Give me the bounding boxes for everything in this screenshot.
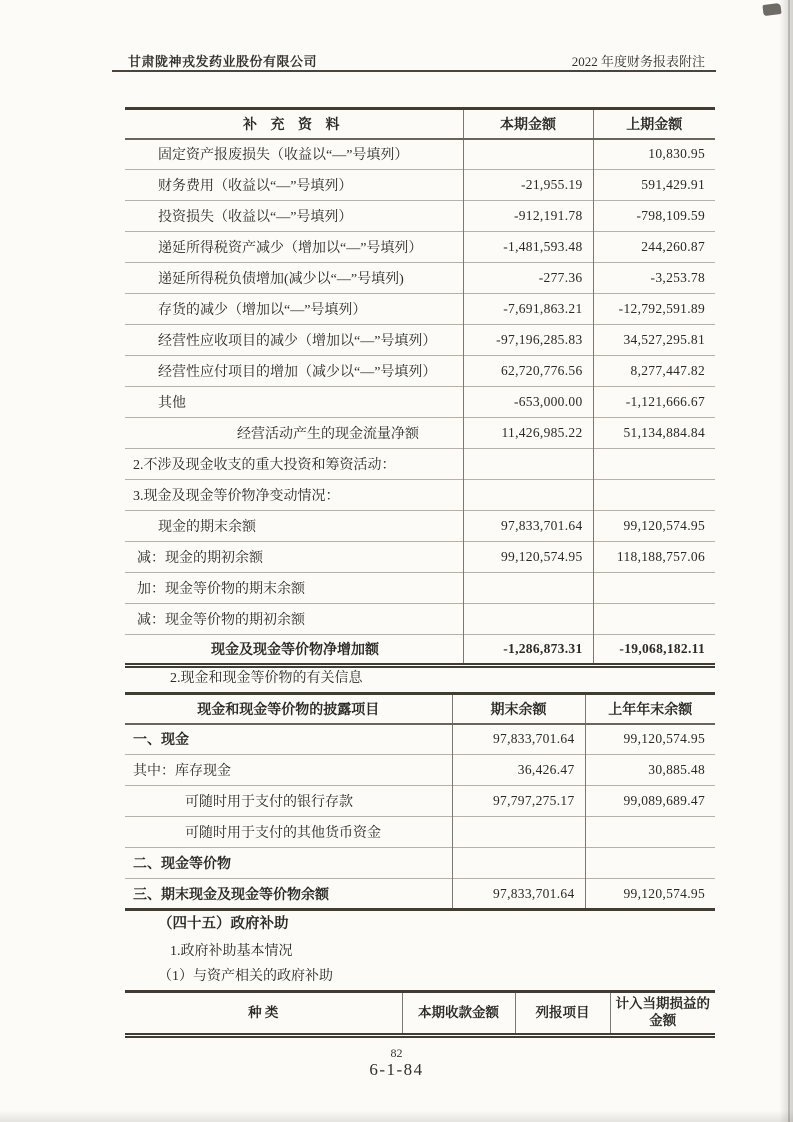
header-rule	[112, 70, 716, 72]
table-row	[125, 480, 715, 511]
current-amount-cell: 62,720,776.56	[463, 356, 593, 387]
ending-balance-cell	[452, 848, 585, 879]
table-row	[125, 879, 715, 910]
page-number: 82	[390, 1046, 403, 1060]
column-header-disclosure-item: 现金和现金等价物的披露项目	[125, 694, 452, 724]
row-label: 经营活动产生的现金流量净额	[125, 418, 463, 449]
column-header-prior-amount: 上期金额	[593, 109, 715, 139]
note-cash-equivalents-info: 2.现金和现金等价物的有关信息	[170, 671, 363, 686]
table-row	[125, 325, 715, 356]
prior-year-balance-cell	[585, 848, 715, 879]
prior-amount-cell	[593, 604, 715, 635]
current-amount-cell	[463, 480, 593, 511]
prior-amount-cell	[593, 480, 715, 511]
current-amount-cell: 97,833,701.64	[463, 511, 593, 542]
table-row	[125, 542, 715, 573]
government-grants-table	[125, 990, 715, 1038]
table-row	[125, 418, 715, 449]
column-header-amount-received: 本期收款金额	[402, 992, 515, 1036]
prior-amount-cell: 10,830.95	[593, 139, 715, 170]
row-label: 减：现金的期初余额	[125, 542, 463, 573]
prior-amount-cell: -3,253.78	[593, 263, 715, 294]
company-name: 甘肃陇神戎发药业股份有限公司	[128, 54, 318, 69]
column-header-grant-type: 种 类	[125, 992, 402, 1036]
prior-amount-cell: -12,792,591.89	[593, 294, 715, 325]
row-label: 一、现金	[133, 733, 189, 749]
table-row	[125, 511, 715, 542]
current-amount-cell: -653,000.00	[463, 387, 593, 418]
row-label: 可随时用于支付的其他货币资金	[125, 817, 452, 848]
table-row	[125, 755, 715, 786]
table-row	[125, 817, 715, 848]
prior-amount-cell: -798,109.59	[593, 201, 715, 232]
table-row	[125, 604, 715, 635]
ending-balance-cell: 97,833,701.64	[452, 724, 585, 755]
prior-amount-cell: 118,188,757.06	[593, 542, 715, 573]
ending-balance-cell: 36,426.47	[452, 755, 585, 786]
current-amount-cell: -7,691,863.21	[463, 294, 593, 325]
row-label: 加：现金等价物的期末余额	[125, 573, 463, 604]
doc-title: 2022 年度财务报表附注	[571, 54, 705, 69]
table-row	[125, 263, 715, 294]
prior-amount-cell: 244,260.87	[593, 232, 715, 263]
table-row	[125, 573, 715, 604]
row-label: 二、现金等价物	[125, 848, 452, 879]
prior-year-balance-cell: 99,120,574.95	[585, 724, 715, 755]
section-45-1-basic-info: 1.政府补助基本情况	[170, 944, 293, 959]
column-header-amount-in-profit-loss: 计入当期损益的金额	[610, 992, 715, 1036]
prior-amount-cell: 51,134,884.84	[593, 418, 715, 449]
scan-artifact-corner	[762, 3, 781, 16]
row-label: 递延所得税资产减少（增加以“—”号填列）	[125, 232, 463, 263]
table-header-row	[125, 694, 715, 724]
prior-amount-cell: 8,277,447.82	[593, 356, 715, 387]
table-row	[125, 356, 715, 387]
column-header-supplementary: 补 充 资 料	[125, 109, 463, 139]
row-label: 经营性应收项目的减少（增加以“—”号填列）	[125, 325, 463, 356]
prior-amount-cell: 99,120,574.95	[593, 511, 715, 542]
document-code: 6-1-84	[369, 1060, 424, 1079]
row-label: 可随时用于支付的银行存款	[125, 786, 452, 817]
ending-balance-cell	[452, 817, 585, 848]
row-label: 其他	[125, 387, 463, 418]
table-row	[125, 201, 715, 232]
column-header-ending-balance: 期末余额	[452, 694, 585, 724]
current-amount-cell	[463, 604, 593, 635]
prior-amount-cell: 591,429.91	[593, 170, 715, 201]
section-45-government-grants: （四十五）政府补助	[158, 916, 289, 932]
column-header-current-amount: 本期金额	[463, 109, 593, 139]
table-row	[125, 635, 715, 666]
current-amount-cell: -1,481,593.48	[463, 232, 593, 263]
row-label: 减：现金等价物的期初余额	[125, 604, 463, 635]
table-row	[125, 232, 715, 263]
table-header-row	[125, 992, 715, 1036]
scan-edge-line	[788, 0, 790, 1122]
scan-edge-right	[779, 0, 793, 1122]
row-label: 现金的期末余额	[125, 511, 463, 542]
row-label: 财务费用（收益以“—”号填列）	[125, 170, 463, 201]
current-amount-cell	[463, 573, 593, 604]
row-label: 存货的减少（增加以“—”号填列）	[125, 294, 463, 325]
current-amount-cell: -277.36	[463, 263, 593, 294]
prior-year-balance-cell	[585, 817, 715, 848]
cash-flow-supplementary-table	[125, 107, 715, 668]
current-amount-cell: -1,286,873.31	[463, 635, 593, 666]
prior-amount-cell: -19,068,182.11	[593, 635, 715, 666]
row-label: 递延所得税负债增加(减少以“—”号填列)	[125, 263, 463, 294]
prior-amount-cell	[593, 449, 715, 480]
table-row	[125, 139, 715, 170]
current-amount-cell: -912,191.78	[463, 201, 593, 232]
table-row	[125, 848, 715, 879]
prior-amount-cell	[593, 573, 715, 604]
table-row	[125, 170, 715, 201]
table-header-row	[125, 109, 715, 139]
prior-amount-cell: -1,121,666.67	[593, 387, 715, 418]
row-label: 经营性应付项目的增加（减少以“—”号填列）	[125, 356, 463, 387]
ending-balance-cell: 97,797,275.17	[452, 786, 585, 817]
current-amount-cell: -97,196,285.83	[463, 325, 593, 356]
ending-balance-cell: 97,833,701.64	[452, 879, 585, 910]
table-row	[125, 449, 715, 480]
prior-year-balance-cell: 30,885.48	[585, 755, 715, 786]
table-row	[125, 387, 715, 418]
scan-edge-bottom	[0, 1110, 793, 1122]
section-45-1-1-asset-related-grants: （1）与资产相关的政府补助	[158, 969, 333, 984]
column-header-prior-year-balance: 上年年末余额	[585, 694, 715, 724]
row-label: 投资损失（收益以“—”号填列）	[125, 201, 463, 232]
row-label: 固定资产报废损失（收益以“—”号填列）	[158, 148, 409, 164]
table-row	[125, 724, 715, 755]
page-header	[128, 51, 705, 70]
row-label: 三、期末现金及现金等价物余额	[125, 879, 452, 910]
row-label: 2.不涉及现金收支的重大投资和筹资活动：	[125, 449, 463, 480]
cash-equivalents-disclosure-table	[125, 692, 715, 911]
table-row	[125, 294, 715, 325]
row-label: 现金及现金等价物净增加额	[125, 635, 463, 666]
row-label: 其中：库存现金	[125, 755, 452, 786]
current-amount-cell: 99,120,574.95	[463, 542, 593, 573]
table-row	[125, 786, 715, 817]
current-amount-cell: -21,955.19	[463, 170, 593, 201]
current-amount-cell	[463, 139, 593, 170]
column-header-report-item: 列报项目	[515, 992, 610, 1036]
prior-year-balance-cell: 99,089,689.47	[585, 786, 715, 817]
prior-amount-cell: 34,527,295.81	[593, 325, 715, 356]
row-label: 3.现金及现金等价物净变动情况：	[125, 480, 463, 511]
current-amount-cell: 11,426,985.22	[463, 418, 593, 449]
current-amount-cell	[463, 449, 593, 480]
prior-year-balance-cell: 99,120,574.95	[585, 879, 715, 910]
